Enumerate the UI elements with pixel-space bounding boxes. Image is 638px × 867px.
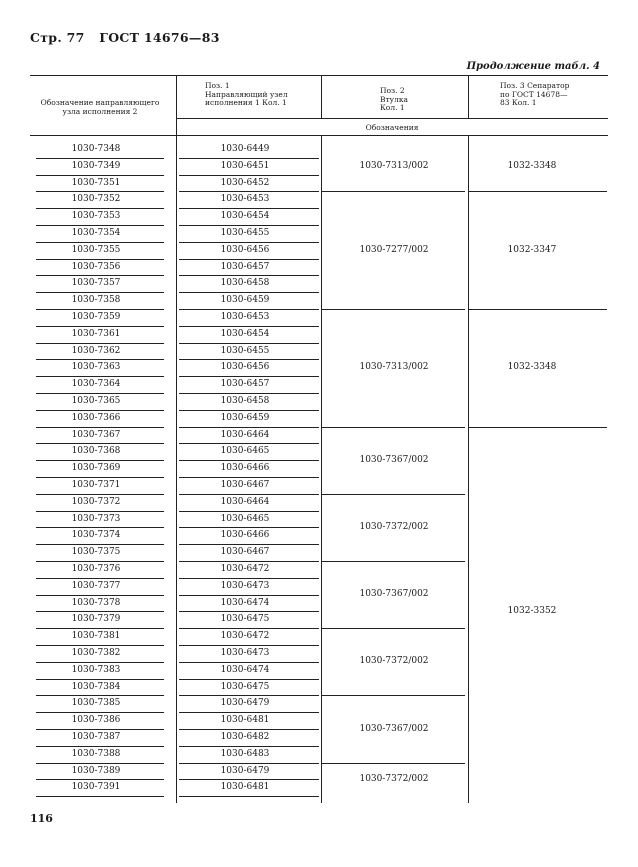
table-row-designation: 1030-7371 xyxy=(71,480,121,490)
table-row-designation: 1030-7374 xyxy=(71,530,121,541)
table-row-designation: 1030-7354 xyxy=(71,228,121,238)
table-cell-separator: 1032-3348 xyxy=(507,160,557,171)
col-divider xyxy=(321,75,322,118)
group-divider xyxy=(469,427,607,428)
table-row-designation: 1030-7375 xyxy=(71,547,121,558)
table-row-designation: 1030-7366 xyxy=(71,412,121,423)
col4-header: Поз. 3 Сепаратор по ГОСТ 14678—83 Кол. 1 xyxy=(500,81,570,107)
table-row-position1: 1030-6458 xyxy=(220,396,270,406)
table-row-position1: 1030-6482 xyxy=(220,732,270,742)
table-row-designation: 1030-7379 xyxy=(71,614,121,625)
col-divider xyxy=(468,135,469,803)
table-row-designation: 1030-7389 xyxy=(71,765,121,776)
row-divider xyxy=(179,796,319,797)
group-divider xyxy=(469,309,607,310)
table-row-position1: 1030-6464 xyxy=(220,496,270,507)
group-divider xyxy=(469,191,607,192)
table-row-designation: 1030-7382 xyxy=(71,648,121,658)
table-row-designation: 1030-7369 xyxy=(71,463,121,474)
table-row-position1: 1030-6456 xyxy=(220,362,270,373)
table-row-designation: 1030-7377 xyxy=(71,580,121,591)
table-row-designation: 1030-7373 xyxy=(71,513,121,524)
table-row-position1: 1030-6459 xyxy=(220,412,270,423)
col-divider xyxy=(321,135,322,803)
table-row-designation: 1030-7367 xyxy=(71,429,121,440)
col3-header: Поз. 2 Втулка Кол. 1 xyxy=(380,86,408,112)
table-row-designation: 1030-7358 xyxy=(71,295,121,306)
table-cell-bushing: 1030-7313/002 xyxy=(359,362,429,373)
group-divider xyxy=(322,695,465,696)
table-row-position1: 1030-6458 xyxy=(220,278,270,289)
col-divider xyxy=(176,75,177,803)
table-row-designation: 1030-7387 xyxy=(71,732,121,742)
header-divider xyxy=(177,118,608,119)
table-row-designation: 1030-7376 xyxy=(71,564,121,574)
table-row-designation: 1030-7355 xyxy=(71,244,121,255)
table-cell-bushing: 1030-7367/002 xyxy=(359,589,429,600)
table-top-border xyxy=(30,75,608,76)
table-cell-bushing: 1030-7372/002 xyxy=(359,656,429,667)
table-row-designation: 1030-7372 xyxy=(71,496,121,507)
table-row-position1: 1030-6457 xyxy=(220,379,270,390)
table-row-position1: 1030-6451 xyxy=(220,160,270,171)
table-row-position1: 1030-6459 xyxy=(220,295,270,306)
table-row-position1: 1030-6475 xyxy=(220,681,270,692)
table-row-designation: 1030-7351 xyxy=(71,177,121,188)
table-row-designation: 1030-7352 xyxy=(71,194,121,205)
table-row-position1: 1030-6475 xyxy=(220,614,270,625)
page-number: 116 xyxy=(30,812,53,825)
table-row-designation: 1030-7359 xyxy=(71,312,121,322)
table-cell-bushing: 1030-7367/002 xyxy=(359,454,429,465)
table-row-position1: 1030-6467 xyxy=(220,480,270,490)
table-row-designation: 1030-7361 xyxy=(71,328,121,339)
table-row-designation: 1030-7349 xyxy=(71,160,121,171)
table-row-position1: 1030-6473 xyxy=(220,648,270,658)
col2-header: Поз. 1 Направляющий узел исполнения 1 Кол. 1 xyxy=(205,81,288,107)
group-divider xyxy=(322,191,465,192)
table-row-position1: 1030-6464 xyxy=(220,429,270,440)
group-divider xyxy=(322,427,465,428)
table-row-position1: 1030-6481 xyxy=(220,782,270,793)
table-row-designation: 1030-7388 xyxy=(71,748,121,759)
group-divider xyxy=(322,628,465,629)
table-row-position1: 1030-6455 xyxy=(220,345,270,356)
table-cell-bushing: 1030-7313/002 xyxy=(359,160,429,171)
group-divider xyxy=(322,309,465,310)
table-row-position1: 1030-6467 xyxy=(220,547,270,558)
col-divider xyxy=(468,75,469,118)
standard-title: ГОСТ 14676—83 xyxy=(99,30,220,45)
group-divider xyxy=(322,494,465,495)
table-cell-bushing: 1030-7372/002 xyxy=(359,522,429,532)
col1-header: Обозначение направляющего узла исполнения 2 xyxy=(40,98,160,116)
table-row-designation: 1030-7363 xyxy=(71,362,121,373)
subheader: Обозначения xyxy=(365,123,419,132)
table-row-position1: 1030-6455 xyxy=(220,228,270,238)
table-row-position1: 1030-6479 xyxy=(220,765,270,776)
table-row-designation: 1030-7357 xyxy=(71,278,121,289)
table-row-position1: 1030-6452 xyxy=(220,177,270,188)
table-row-position1: 1030-6454 xyxy=(220,211,270,222)
table-row-position1: 1030-6453 xyxy=(220,312,270,322)
table-row-designation: 1030-7356 xyxy=(71,261,121,272)
table-row-designation: 1030-7385 xyxy=(71,698,121,709)
table-row-position1: 1030-6481 xyxy=(220,715,270,726)
header-bottom xyxy=(30,135,608,136)
table-row-position1: 1030-6456 xyxy=(220,244,270,255)
table-row-designation: 1030-7365 xyxy=(71,396,121,406)
page-header xyxy=(30,30,230,45)
table-cell-separator: 1032-3347 xyxy=(507,244,557,255)
row-divider xyxy=(36,796,164,797)
table-row-designation: 1030-7362 xyxy=(71,345,121,356)
table-row-position1: 1030-6465 xyxy=(220,513,270,524)
table-row-position1: 1030-6466 xyxy=(220,463,270,474)
table-row-designation: 1030-7364 xyxy=(71,379,121,390)
table-row-position1: 1030-6472 xyxy=(220,564,270,574)
table-row-designation: 1030-7391 xyxy=(71,782,121,793)
table-row-designation: 1030-7386 xyxy=(71,715,121,726)
table-row-position1: 1030-6454 xyxy=(220,328,270,339)
table-row-position1: 1030-6457 xyxy=(220,261,270,272)
table-cell-separator: 1032-3348 xyxy=(507,362,557,373)
table-row-designation: 1030-7384 xyxy=(71,681,121,692)
group-divider xyxy=(322,561,465,562)
table-row-designation: 1030-7378 xyxy=(71,597,121,608)
table-row-designation: 1030-7383 xyxy=(71,664,121,675)
group-divider xyxy=(322,763,465,764)
table-row-position1: 1030-6474 xyxy=(220,664,270,675)
table-cell-bushing: 1030-7372/002 xyxy=(359,774,429,784)
table-row-designation: 1030-7353 xyxy=(71,211,121,222)
table-row-position1: 1030-6449 xyxy=(220,144,270,154)
table-row-position1: 1030-6472 xyxy=(220,631,270,642)
table-row-designation: 1030-7368 xyxy=(71,446,121,457)
table-row-position1: 1030-6453 xyxy=(220,194,270,205)
table-cell-bushing: 1030-7367/002 xyxy=(359,723,429,734)
table-row-position1: 1030-6466 xyxy=(220,530,270,541)
continuation-label: Продолжение табл. 4 xyxy=(466,61,600,72)
table-row-position1: 1030-6465 xyxy=(220,446,270,457)
table-row-position1: 1030-6479 xyxy=(220,698,270,709)
table-cell-bushing: 1030-7277/002 xyxy=(359,244,429,255)
table-row-designation: 1030-7381 xyxy=(71,631,121,642)
table-row-position1: 1030-6474 xyxy=(220,597,270,608)
table-row-designation: 1030-7348 xyxy=(71,144,121,154)
table-row-position1: 1030-6473 xyxy=(220,580,270,591)
table-row-position1: 1030-6483 xyxy=(220,748,270,759)
table-cell-separator: 1032-3352 xyxy=(507,606,557,616)
page-label: Стр. 77 xyxy=(30,30,85,45)
